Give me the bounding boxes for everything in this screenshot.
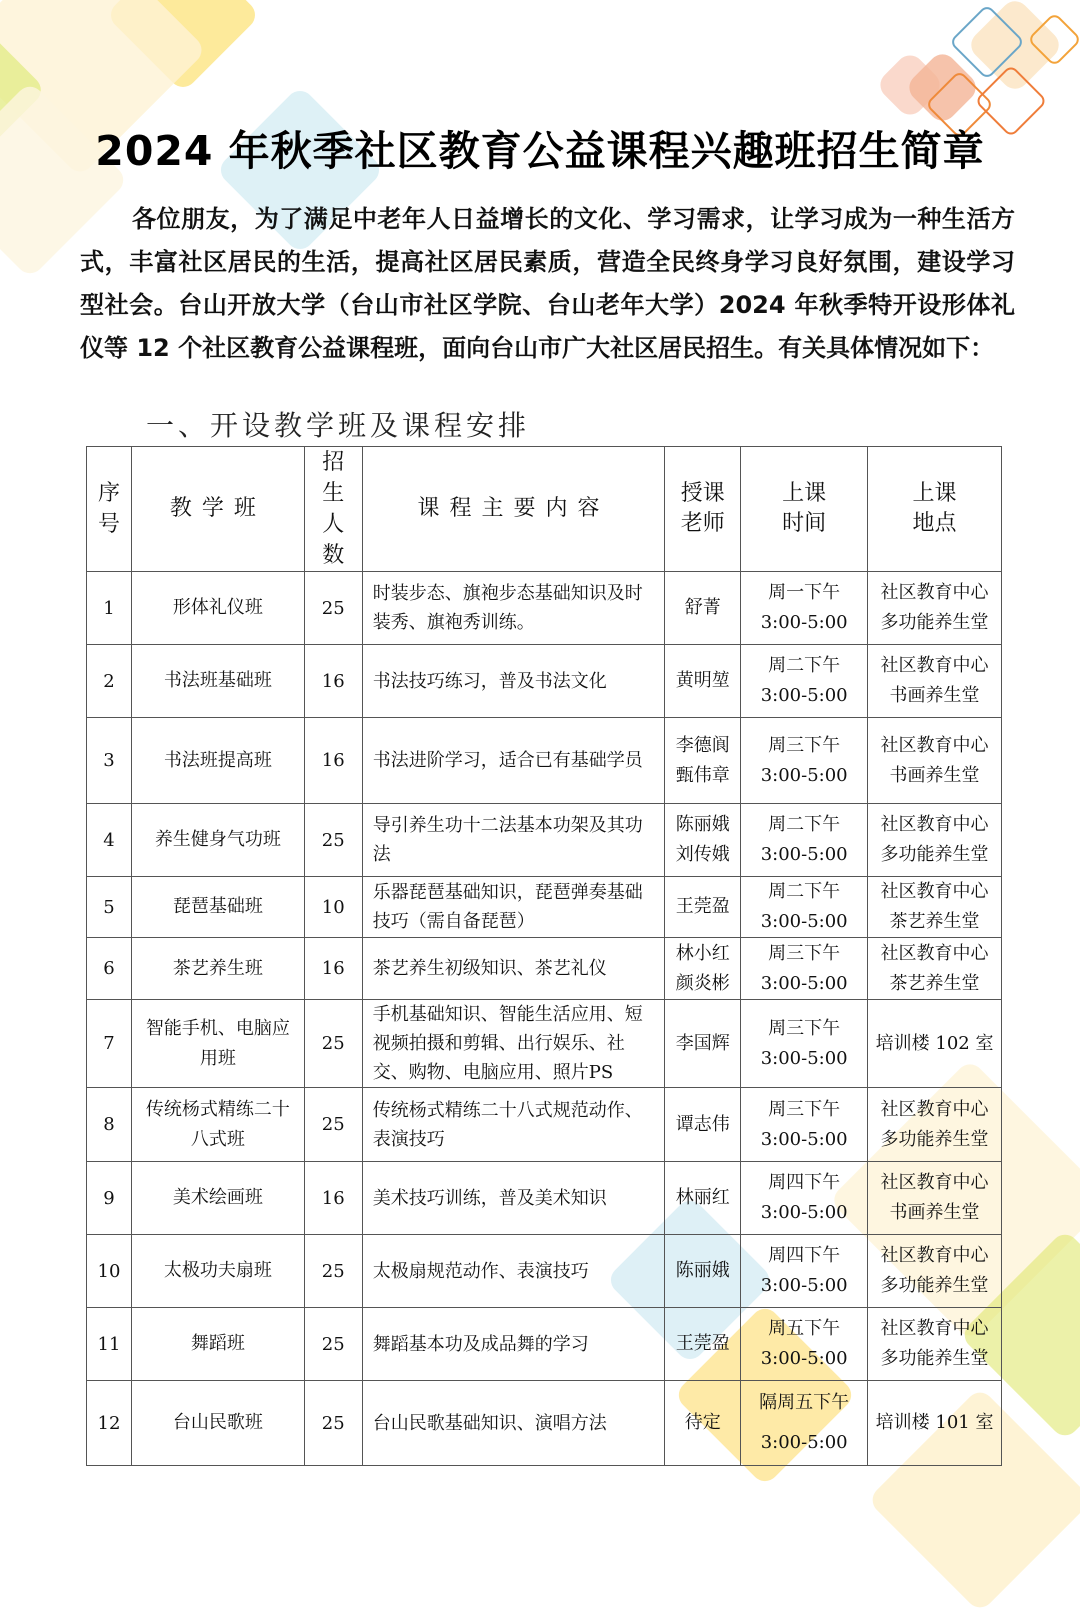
header-enroll-line: 数 — [322, 543, 345, 568]
cell-time — [741, 804, 868, 877]
time-line: 周二下午 — [768, 881, 841, 902]
place-line: 培训楼 101 室 — [875, 1412, 994, 1433]
cell-teacher — [665, 718, 741, 804]
cell-place — [868, 1088, 1002, 1162]
place-line: 社区教育中心 — [880, 582, 989, 603]
cell-content: 时装步态、旗袍步态基础知识及时装秀、旗袍秀训练。 — [362, 572, 665, 645]
time-line: 周四下午 — [768, 1245, 841, 1266]
time-line: 3:00-5:00 — [760, 844, 848, 865]
cell-time — [741, 572, 868, 645]
cell-time — [741, 1000, 868, 1088]
cell-time — [741, 877, 868, 938]
time-line: 周二下午 — [768, 814, 841, 835]
cell-content: 手机基础知识、智能生活应用、短视频拍摄和剪辑、出行娱乐、社交、购物、电脑应用、照片PS — [362, 1000, 665, 1088]
cell-content: 书法进阶学习，适合已有基础学员 — [362, 718, 665, 804]
cell-no: 3 — [87, 718, 132, 804]
place-line: 社区教育中心 — [880, 942, 989, 964]
cell-teacher — [665, 645, 741, 718]
place-line: 社区教育中心 — [880, 734, 989, 756]
time-line: 3:00-5:00 — [760, 1202, 848, 1223]
place-line: 茶艺养生堂 — [889, 972, 980, 994]
teacher-name: 王莞盈 — [675, 1333, 730, 1354]
cell-class — [131, 1000, 304, 1088]
time-line: 周四下午 — [768, 1172, 841, 1193]
cell-place — [868, 1308, 1002, 1381]
class-name-line: 茶艺养生班 — [172, 957, 263, 979]
cell-place — [868, 1162, 1002, 1235]
cell-enroll: 25 — [304, 1381, 362, 1466]
place-line: 社区教育中心 — [880, 1245, 989, 1266]
cell-place — [868, 804, 1002, 877]
place-line: 书画养生堂 — [889, 764, 980, 786]
cell-place — [868, 877, 1002, 938]
header-place — [868, 447, 1002, 572]
time-line: 3:00-5:00 — [760, 764, 848, 786]
class-name-line: 用班 — [199, 1047, 236, 1069]
cell-place — [868, 718, 1002, 804]
cell-class — [131, 877, 304, 938]
header-class: 教学班 — [131, 447, 304, 572]
cell-time — [741, 1308, 868, 1381]
header-enroll-line: 招 — [322, 450, 345, 475]
cell-content: 台山民歌基础知识、演唱方法 — [362, 1381, 665, 1466]
cell-time — [741, 1381, 868, 1466]
cell-class — [131, 938, 304, 1000]
teacher-name: 陈丽娥 — [675, 814, 730, 835]
cell-no: 1 — [87, 572, 132, 645]
cell-no: 11 — [87, 1308, 132, 1381]
cell-no: 6 — [87, 938, 132, 1000]
cell-teacher — [665, 938, 741, 1000]
teacher-name: 甄伟章 — [675, 764, 730, 786]
teacher-name: 李国辉 — [675, 1032, 730, 1054]
cell-content: 太极扇规范动作、表演技巧 — [362, 1235, 665, 1308]
time-line: 周三下午 — [768, 942, 841, 964]
cell-place — [868, 1000, 1002, 1088]
course-table — [86, 446, 1002, 1466]
cell-no: 8 — [87, 1088, 132, 1162]
table-row — [87, 645, 1002, 718]
teacher-name: 林小红 — [675, 942, 730, 964]
cell-enroll: 16 — [304, 1162, 362, 1235]
cell-class — [131, 1235, 304, 1308]
time-line: 周三下午 — [768, 734, 841, 756]
cell-content: 乐器琵琶基础知识，琵琶弹奏基础技巧（需自备琵琶） — [362, 877, 665, 938]
teacher-name: 陈丽娥 — [675, 1260, 730, 1281]
table-row — [87, 877, 1002, 938]
cell-enroll: 25 — [304, 1235, 362, 1308]
class-name-line: 智能手机、电脑应 — [145, 1017, 290, 1039]
time-line: 周三下午 — [768, 1017, 841, 1039]
cell-enroll: 16 — [304, 938, 362, 1000]
place-line: 社区教育中心 — [880, 881, 989, 902]
table-body — [87, 572, 1002, 1466]
table-row — [87, 1235, 1002, 1308]
cell-enroll: 25 — [304, 1088, 362, 1162]
cell-teacher — [665, 1381, 741, 1466]
cell-teacher — [665, 1235, 741, 1308]
cell-content: 美术技巧训练，普及美术知识 — [362, 1162, 665, 1235]
cell-teacher — [665, 1308, 741, 1381]
cell-teacher — [665, 877, 741, 938]
header-time — [741, 447, 868, 572]
cell-no: 12 — [87, 1381, 132, 1466]
class-name-line: 书法班基础班 — [163, 670, 272, 691]
teacher-name: 李德阆 — [675, 734, 730, 756]
time-line: 周一下午 — [768, 582, 841, 603]
place-line: 多功能养生堂 — [880, 844, 989, 865]
cell-content: 导引养生功十二法基本功架及其功法 — [362, 804, 665, 877]
place-line: 书画养生堂 — [889, 685, 980, 706]
class-name-line: 养生健身气功班 — [154, 829, 281, 850]
cell-place — [868, 572, 1002, 645]
cell-no: 5 — [87, 877, 132, 938]
cell-place — [868, 938, 1002, 1000]
class-name-line: 太极功夫扇班 — [163, 1260, 272, 1281]
cell-time — [741, 1235, 868, 1308]
teacher-name: 舒菁 — [684, 597, 721, 618]
header-time-line: 时间 — [782, 511, 827, 536]
teacher-name: 王莞盈 — [675, 896, 730, 917]
cell-class — [131, 1308, 304, 1381]
time-line: 周三下午 — [768, 1098, 841, 1120]
header-no-line: 序 — [97, 481, 120, 506]
class-name-line: 台山民歌班 — [172, 1412, 263, 1433]
time-line: 3:00-5:00 — [760, 1432, 848, 1453]
cell-enroll: 10 — [304, 877, 362, 938]
cell-place — [868, 1235, 1002, 1308]
class-name-line: 形体礼仪班 — [172, 597, 263, 618]
table-row — [87, 718, 1002, 804]
time-line: 3:00-5:00 — [760, 685, 848, 706]
time-line: 周五下午 — [768, 1318, 841, 1339]
place-line: 多功能养生堂 — [880, 1275, 989, 1296]
table-header-row — [87, 447, 1002, 572]
table-row — [87, 1088, 1002, 1162]
time-line: 3:00-5:00 — [760, 1047, 848, 1069]
class-name-line: 八式班 — [190, 1128, 245, 1150]
table-row — [87, 938, 1002, 1000]
place-line: 培训楼 102 室 — [875, 1032, 994, 1054]
table-row — [87, 1162, 1002, 1235]
place-line: 社区教育中心 — [880, 814, 989, 835]
cell-enroll: 25 — [304, 804, 362, 877]
class-name-line: 书法班提高班 — [163, 749, 272, 771]
class-name-line: 舞蹈班 — [190, 1333, 245, 1354]
cell-time — [741, 645, 868, 718]
table-row — [87, 804, 1002, 877]
teacher-name: 林丽红 — [675, 1187, 730, 1208]
place-line: 多功能养生堂 — [880, 612, 989, 633]
header-content: 课程主要内容 — [362, 447, 665, 572]
cell-enroll: 16 — [304, 645, 362, 718]
header-enroll-line: 人 — [322, 512, 345, 537]
cell-class — [131, 572, 304, 645]
time-line: 3:00-5:00 — [760, 1348, 848, 1369]
header-no — [87, 447, 132, 572]
header-teacher-line: 授课 — [680, 481, 725, 506]
place-line: 书画养生堂 — [889, 1202, 980, 1223]
teacher-name: 谭志伟 — [675, 1113, 730, 1135]
cell-teacher — [665, 1162, 741, 1235]
header-enroll — [304, 447, 362, 572]
table-row — [87, 1381, 1002, 1466]
place-line: 社区教育中心 — [880, 1318, 989, 1339]
header-teacher-line: 老师 — [680, 511, 725, 536]
time-line: 周二下午 — [768, 655, 841, 676]
cell-enroll: 25 — [304, 1308, 362, 1381]
cell-content: 书法技巧练习，普及书法文化 — [362, 645, 665, 718]
place-line: 多功能养生堂 — [880, 1128, 989, 1150]
cell-time — [741, 718, 868, 804]
cell-class — [131, 1162, 304, 1235]
table-row — [87, 1000, 1002, 1088]
cell-teacher — [665, 804, 741, 877]
class-name-line: 传统杨式精练二十 — [145, 1098, 290, 1120]
cell-content: 传统杨式精练二十八式规范动作、表演技巧 — [362, 1088, 665, 1162]
cell-class — [131, 645, 304, 718]
place-line: 社区教育中心 — [880, 1172, 989, 1193]
table-row — [87, 1308, 1002, 1381]
header-no-line: 号 — [97, 512, 120, 537]
place-line: 多功能养生堂 — [880, 1348, 989, 1369]
place-line: 茶艺养生堂 — [889, 911, 980, 932]
time-line: 3:00-5:00 — [760, 972, 848, 994]
cell-no: 7 — [87, 1000, 132, 1088]
time-line: 3:00-5:00 — [760, 1128, 848, 1150]
teacher-name: 待定 — [684, 1412, 721, 1433]
time-line: 3:00-5:00 — [760, 612, 848, 633]
cell-teacher — [665, 572, 741, 645]
cell-time — [741, 938, 868, 1000]
teacher-name: 刘传娥 — [675, 844, 730, 865]
section-heading: 一、开设教学班及课程安排 — [146, 409, 531, 442]
cell-enroll: 25 — [304, 572, 362, 645]
cell-content: 茶艺养生初级知识、茶艺礼仪 — [362, 938, 665, 1000]
header-enroll-line: 生 — [322, 481, 345, 506]
cell-teacher — [665, 1000, 741, 1088]
cell-place — [868, 1381, 1002, 1466]
header-place-line: 地点 — [912, 511, 957, 536]
cell-no: 2 — [87, 645, 132, 718]
cell-enroll: 25 — [304, 1000, 362, 1088]
place-line: 社区教育中心 — [880, 1098, 989, 1120]
cell-no: 10 — [87, 1235, 132, 1308]
cell-class — [131, 718, 304, 804]
place-line: 社区教育中心 — [880, 655, 989, 676]
page-title: 2024 年秋季社区教育公益课程兴趣班招生简章 — [95, 127, 985, 175]
cell-class — [131, 804, 304, 877]
cell-place — [868, 645, 1002, 718]
cell-no: 9 — [87, 1162, 132, 1235]
teacher-name: 黄明堃 — [675, 670, 730, 691]
cell-time — [741, 1162, 868, 1235]
cell-no: 4 — [87, 804, 132, 877]
header-time-line: 上课 — [782, 481, 827, 506]
intro-paragraph: 各位朋友，为了满足中老年人日益增长的文化、学习需求，让学习成为一种生活方式，丰富社区居民的生活，提高社区居民素质，营造全民终身学习良好氛围，建设学习型社会。台山开放大学（台山市社区学院、台山老年大学）2024 年秋季特开设形体礼仪等 12 个社区教育公益课程班，面向台山市广大社区居民招生。有关具体情况如下： — [80, 205, 1015, 362]
time-line: 3:00-5:00 — [760, 911, 848, 932]
header-teacher — [665, 447, 741, 572]
cell-enroll: 16 — [304, 718, 362, 804]
cell-content: 舞蹈基本功及成品舞的学习 — [362, 1308, 665, 1381]
cell-class — [131, 1381, 304, 1466]
time-line: 3:00-5:00 — [760, 1275, 848, 1296]
class-name-line: 琵琶基础班 — [172, 896, 263, 917]
header-place-line: 上课 — [912, 481, 957, 506]
cell-class — [131, 1088, 304, 1162]
cell-teacher — [665, 1088, 741, 1162]
table-row — [87, 572, 1002, 645]
cell-time — [741, 1088, 868, 1162]
time-line: 隔周五下午 — [759, 1392, 850, 1413]
teacher-name: 颜炎彬 — [675, 972, 730, 994]
class-name-line: 美术绘画班 — [172, 1187, 263, 1208]
